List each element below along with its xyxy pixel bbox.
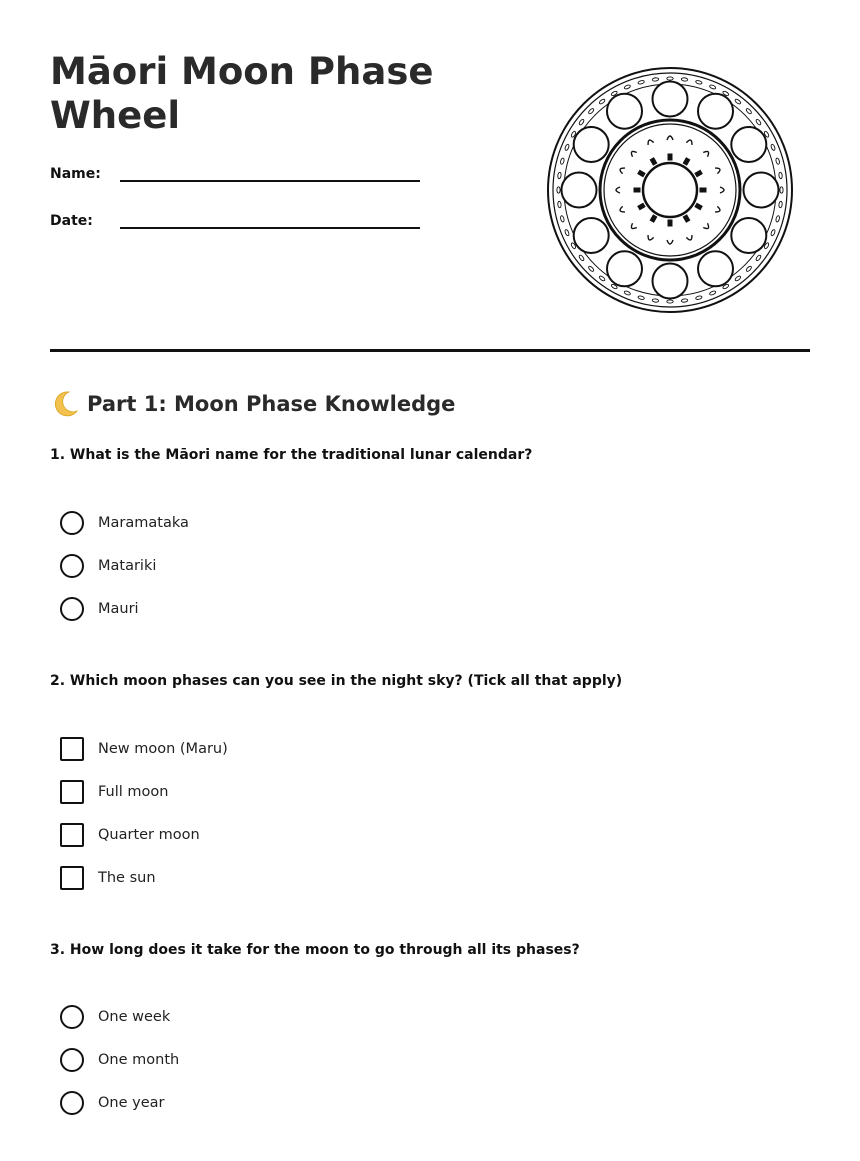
- q1-option-3[interactable]: [60, 597, 660, 623]
- q1-option-1[interactable]: [60, 511, 660, 537]
- date-field[interactable]: [50, 213, 430, 237]
- name-input-line[interactable]: [120, 180, 420, 182]
- name-label: Name:: [50, 166, 101, 182]
- date-input-line[interactable]: [120, 227, 420, 229]
- question-2: 2. Which moon phases can you see in the night sky? (Tick all that apply): [50, 673, 623, 689]
- moon-wheel-illustration: [545, 66, 795, 314]
- option-label: Maramataka: [98, 515, 189, 531]
- option-label: One month: [98, 1052, 180, 1068]
- q3-option-2[interactable]: [60, 1048, 660, 1074]
- section-heading-part-1: [50, 388, 455, 420]
- checkbox[interactable]: [60, 780, 84, 804]
- header-divider: [50, 349, 810, 352]
- option-label: One year: [98, 1095, 165, 1111]
- page-title: Māori Moon Phase Wheel: [50, 50, 434, 137]
- option-label: One week: [98, 1009, 171, 1025]
- q2-option-1[interactable]: [60, 737, 660, 763]
- checkbox[interactable]: [60, 866, 84, 890]
- radio-button[interactable]: [60, 1091, 84, 1115]
- date-label: Date:: [50, 213, 93, 229]
- crescent-moon-icon: [50, 389, 80, 419]
- section-heading-text: Part 1: Moon Phase Knowledge: [87, 392, 456, 416]
- q1-option-2[interactable]: [60, 554, 660, 580]
- option-label: New moon (Maru): [98, 741, 228, 757]
- checkbox[interactable]: [60, 737, 84, 761]
- radio-button[interactable]: [60, 1048, 84, 1072]
- q2-option-2[interactable]: [60, 780, 660, 806]
- radio-button[interactable]: [60, 554, 84, 578]
- radio-button[interactable]: [60, 597, 84, 621]
- option-label: Full moon: [98, 784, 169, 800]
- question-3: 3. How long does it take for the moon to go through all its phases?: [50, 942, 580, 958]
- radio-button[interactable]: [60, 1005, 84, 1029]
- option-label: The sun: [98, 870, 156, 886]
- question-1: 1. What is the Māori name for the traditional lunar calendar?: [50, 447, 533, 463]
- q2-option-4[interactable]: [60, 866, 660, 892]
- checkbox[interactable]: [60, 823, 84, 847]
- q3-option-1[interactable]: [60, 1005, 660, 1031]
- q3-option-3[interactable]: [60, 1091, 660, 1117]
- option-label: Mauri: [98, 601, 139, 617]
- name-field[interactable]: [50, 166, 430, 190]
- option-label: Matariki: [98, 558, 157, 574]
- radio-button[interactable]: [60, 511, 84, 535]
- q2-option-3[interactable]: [60, 823, 660, 849]
- option-label: Quarter moon: [98, 827, 200, 843]
